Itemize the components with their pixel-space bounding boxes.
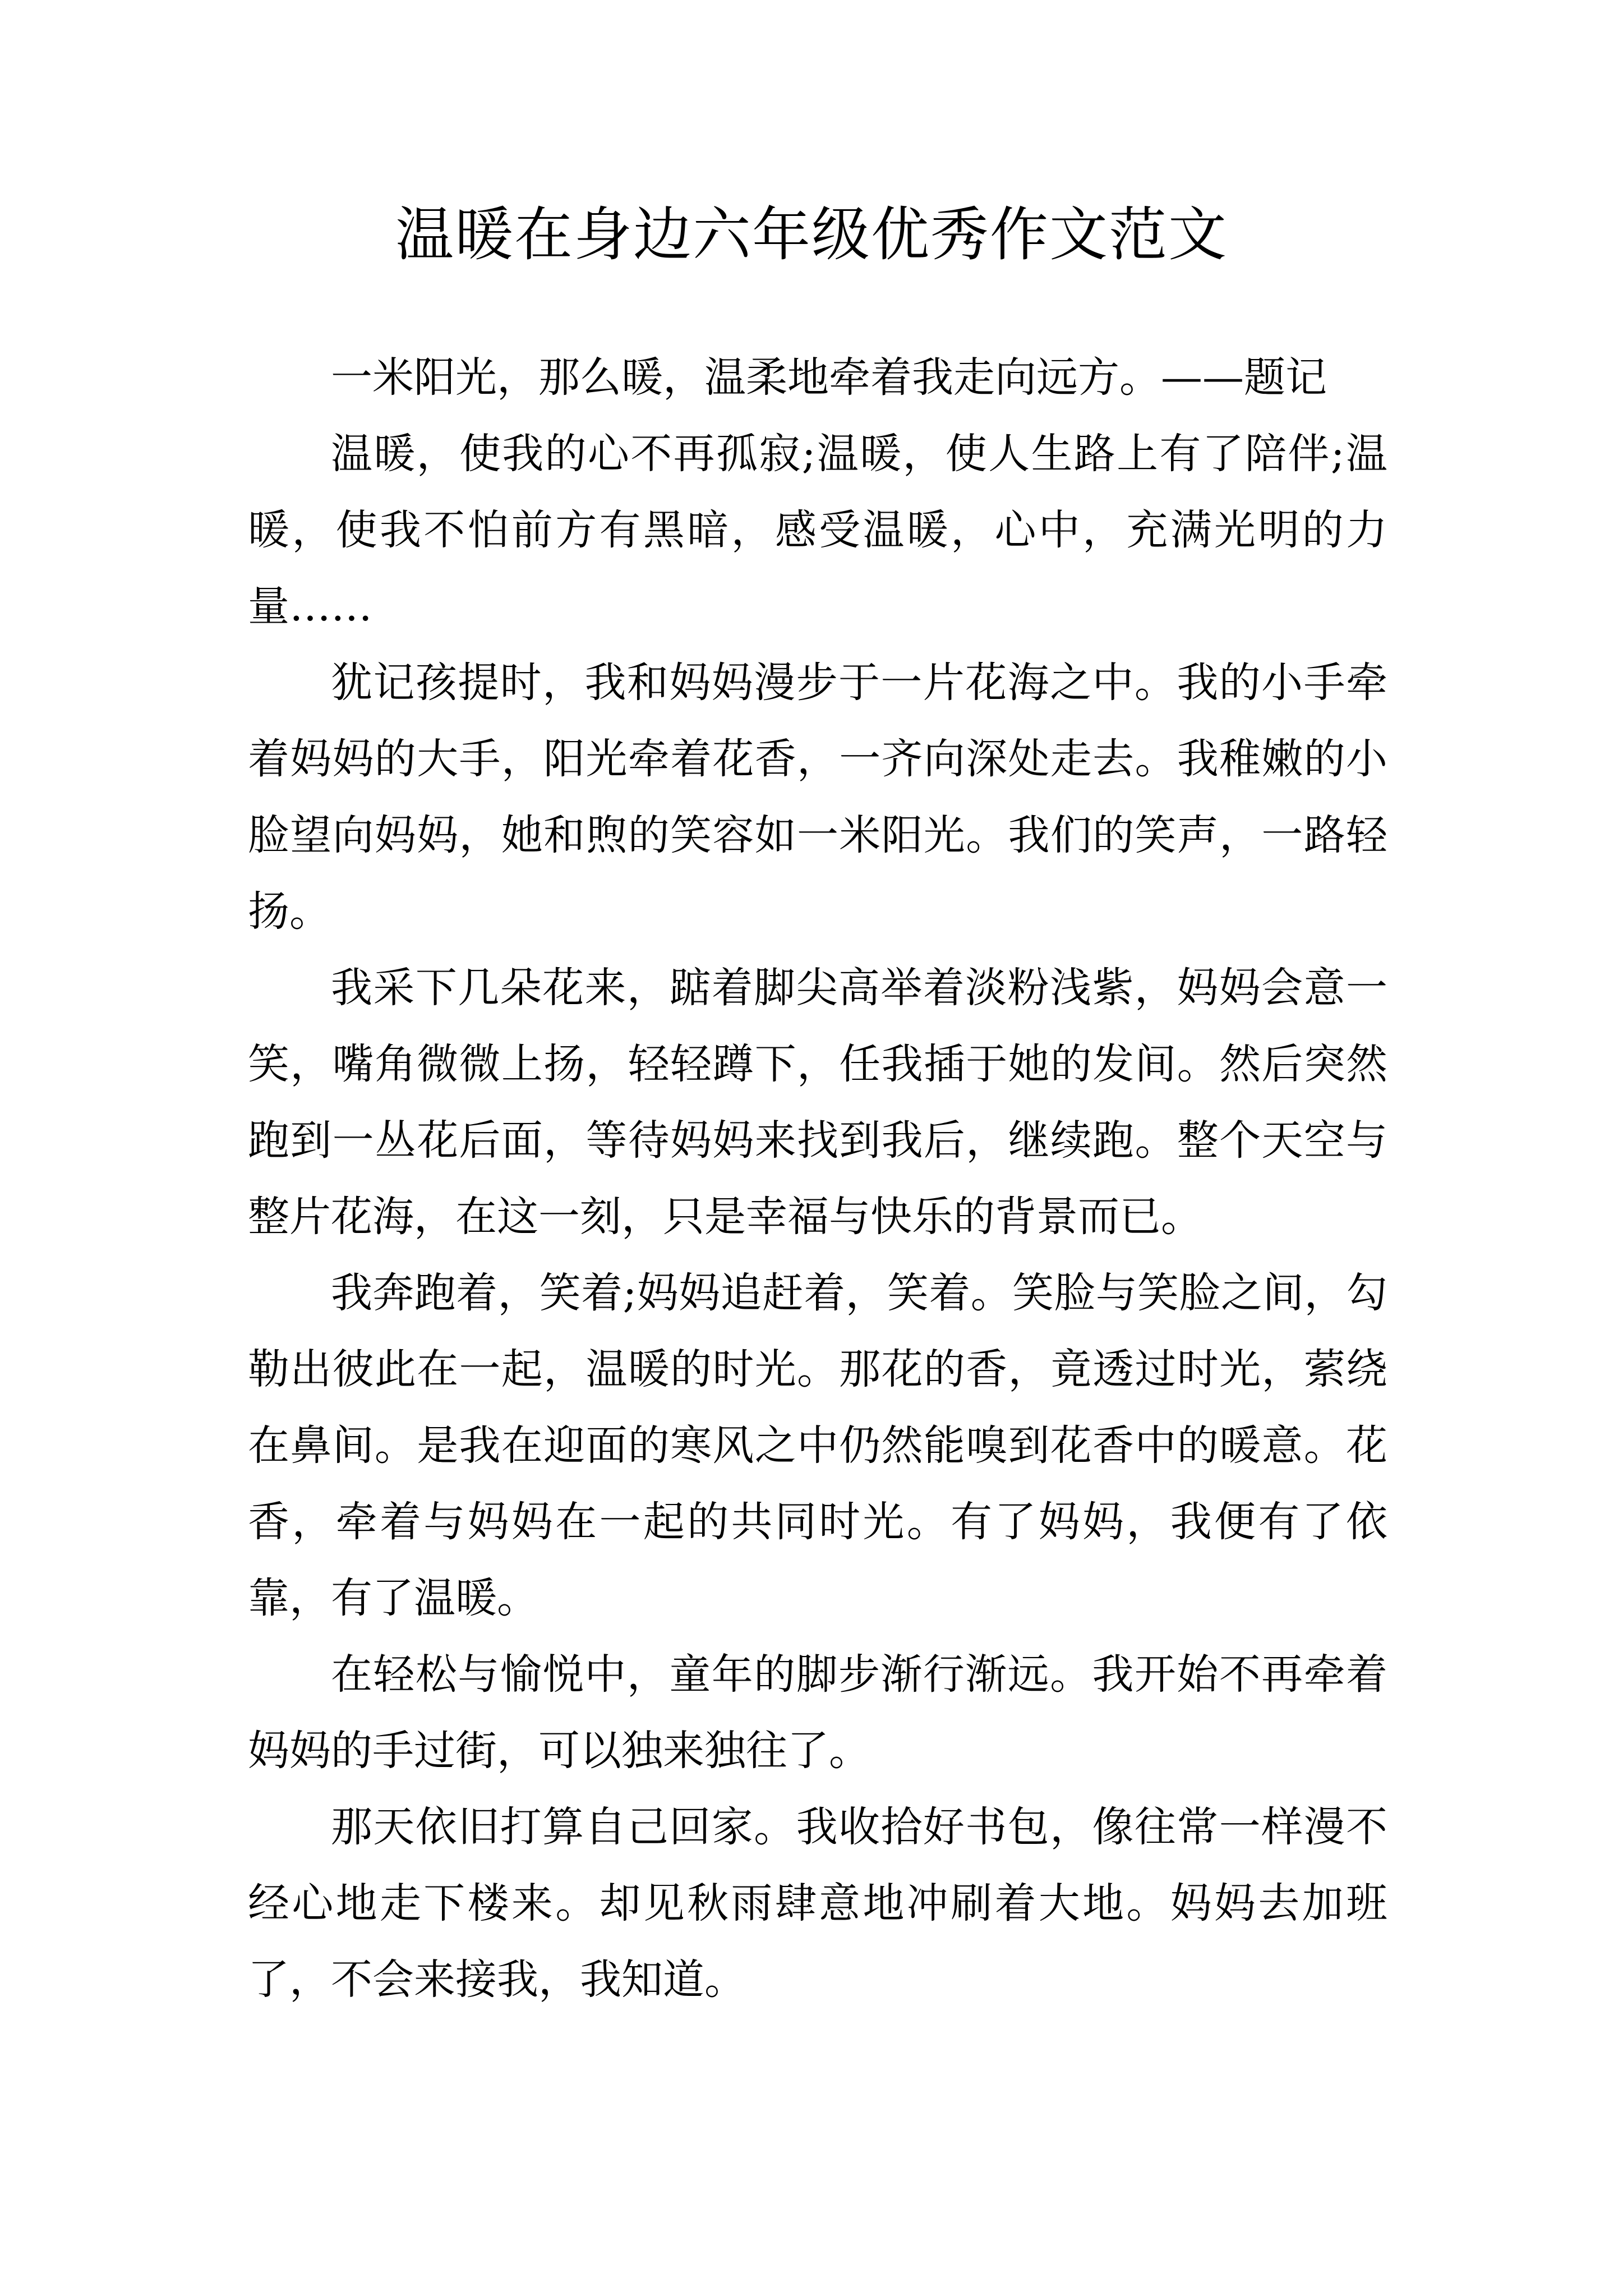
document-body xyxy=(248,339,1387,2018)
paragraph: 犹记孩提时，我和妈妈漫步于一片花海之中。我的小手牵着妈妈的大手，阳光牵着花香，一齐向深处走去。我稚嫩的小脸望向妈妈，她和煦的笑容如一米阳光。我们的笑声，一路轻扬。 xyxy=(248,659,1387,936)
paragraph: 在轻松与愉悦中，童年的脚步渐行渐远。我开始不再牵着妈妈的手过街，可以独来独往了。 xyxy=(248,1650,1387,1775)
paragraph: 我奔跑着，笑着;妈妈追赶着，笑着。笑脸与笑脸之间，勾勒出彼此在一起，温暖的时光。那花的香，竟透过时光，萦绕在鼻间。是我在迎面的寒风之中仍然能嗅到花香中的暖意。花香，牵着与妈妈在一起的共同时光。有了妈妈，我便有了依靠，有了温暖。 xyxy=(248,1269,1387,1622)
paragraph: 我采下几朵花来，踮着脚尖高举着淡粉浅紫，妈妈会意一笑，嘴角微微上扬，轻轻蹲下，任我插于她的发间。然后突然跑到一丛花后面，等待妈妈来找到我后，继续跑。整个天空与整片花海，在这一刻，只是幸福与快乐的背景而已。 xyxy=(248,964,1387,1241)
paragraph-epigraph: 一米阳光，那么暖，温柔地牵着我走向远方。——题记 xyxy=(331,353,1327,402)
document-title: 温暖在身边六年级优秀作文范文 xyxy=(395,200,1228,269)
paragraph: 那天依旧打算自己回家。我收拾好书包，像往常一样漫不经心地走下楼来。却见秋雨肆意地冲刷着大地。妈妈去加班了，不会来接我，我知道。 xyxy=(248,1803,1387,2004)
paragraph: 温暖，使我的心不再孤寂;温暖，使人生路上有了陪伴;温暖，使我不怕前方有黑暗，感受温暖，心中，充满光明的力量…… xyxy=(248,430,1387,631)
